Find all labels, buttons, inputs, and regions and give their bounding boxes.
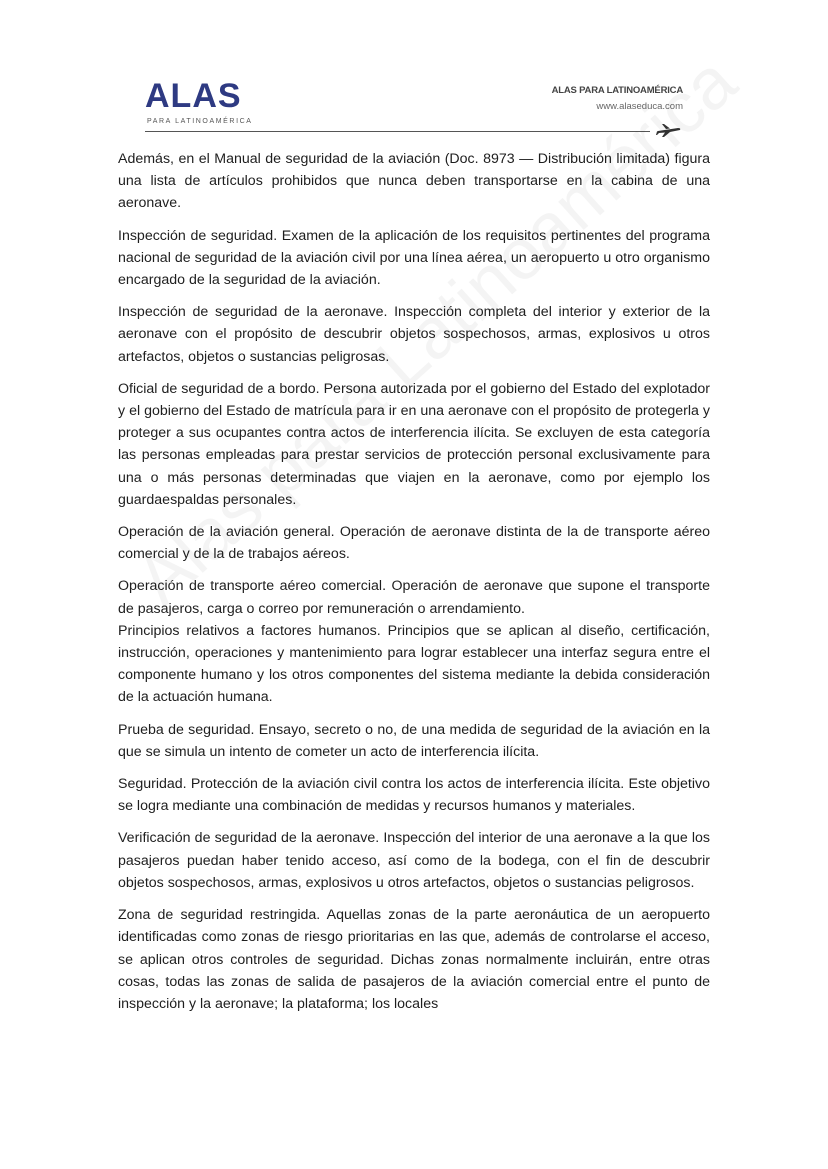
alas-logo <box>145 78 265 130</box>
paragraph-security-inspection: Inspección de seguridad. Examen de la aplicación de los requisitos pertinentes del programa nacional de seguridad de la aviación civil por una línea aérea, un aeropuerto u otro organismo encargado de la seguridad de la aviación. <box>118 227 710 289</box>
paragraph-restricted-zone: Zona de seguridad restringida. Aquellas zonas de la parte aeronáutica de un aeropuerto identificadas como zonas de riesgo prioritarias en las que, además de controlarse el acceso, se aplican otros controles de seguridad. Dichas zonas normalmente incluirán, entre otras cosas, todas las zonas de salida de pasajeros de la aviación comercial entre el punto de inspección y la aeronave; la plataforma; los locales <box>118 907 710 1012</box>
logo-subtitle: PARA LATINOAMÉRICA <box>147 118 253 125</box>
paragraph-general-aviation: Operación de la aviación general. Operación de aeronave distinta de la de transporte aéreo comercial y de la de trabajos aéreos. <box>118 524 710 563</box>
header-divider <box>145 131 650 132</box>
paragraph-inflight-security-officer: Oficial de seguridad de a bordo. Persona autorizada por el gobierno del Estado del explotador y el gobierno del Estado de matrícula para ir en una aeronave con el propósito de protegerla y proteger a sus ocupantes contra actos de interferencia ilícita. Se excluyen de esta categoría las personas empleadas para prestar servicios de protección personal exclusivamente para una o más personas determinadas que viajen en la aeronave, como por ejemplo los guardaespaldas personales. <box>118 380 710 508</box>
brand-name: ALAS PARA LATINOAMÉRICA <box>551 85 683 96</box>
page-header <box>0 0 828 140</box>
airplane-icon <box>656 122 682 138</box>
brand-block <box>552 85 683 112</box>
brand-url: www.alaseduca.com <box>596 101 683 112</box>
paragraph-commercial-air-transport: Operación de transporte aéreo comercial. Operación de aeronave que supone el transporte de pasajeros, carga o correo por remuneración o arrendamiento. <box>118 578 710 617</box>
document-body <box>118 148 710 1025</box>
paragraph-security: Seguridad. Protección de la aviación civil contra los actos de interferencia ilícita. Este objetivo se logra mediante una combinación de medidas y recursos humanos y materiales. <box>118 776 710 815</box>
logo-mark: ALAS <box>145 77 242 115</box>
paragraph-aircraft-security-check: Verificación de seguridad de la aeronave. Inspección del interior de una aeronave a la que los pasajeros puedan haber tenido acceso, así como de la bodega, con el fin de descubrir objetos sospechosos, armas, explosivos u otros artefactos, objetos o sustancias peligrosos. <box>118 830 710 891</box>
paragraph-security-test: Prueba de seguridad. Ensayo, secreto o no, de una medida de seguridad de la aviación en la que se simula un intento de cometer un acto de interferencia ilícita. <box>118 721 710 760</box>
paragraph-prohibited-items: Además, en el Manual de seguridad de la aviación (Doc. 8973 — Distribución limitada) figura una lista de artículos prohibidos que nunca deben transportarse en la cabina de una aeronave. <box>118 151 710 212</box>
paragraph-aircraft-security-search: Inspección de seguridad de la aeronave. Inspección completa del interior y exterior de la aeronave con el propósito de descubrir objetos sospechosos, armas, explosivos u otros artefactos, objetos o sustancias peligrosas. <box>118 304 710 365</box>
paragraph-human-factors: Principios relativos a factores humanos. Principios que se aplican al diseño, certificación, instrucción, operaciones y mantenimiento para lograr establecer una interfaz segura entre el componente humano y los otros componentes del sistema mediante la debida consideración de la actuación humana. <box>118 622 710 706</box>
